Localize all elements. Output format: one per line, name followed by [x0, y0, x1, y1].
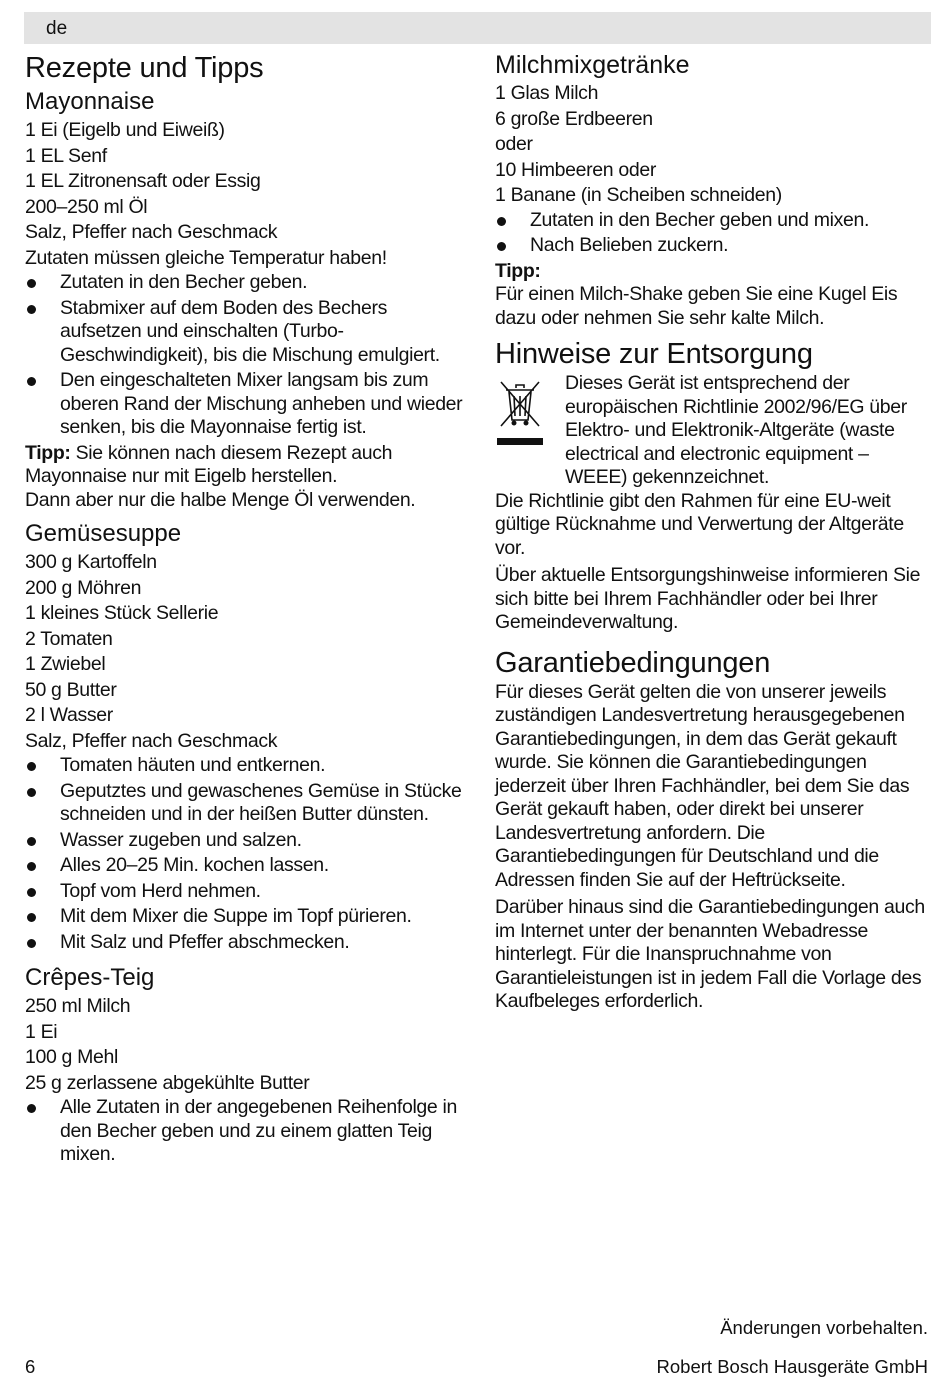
ingredient-line: 250 ml Milch — [25, 995, 131, 1017]
ingredient-line: 1 EL Senf — [25, 144, 107, 167]
ingredient-line: 1 Ei — [25, 1020, 58, 1043]
crepe-heading: Crêpes-Teig — [25, 964, 155, 991]
milkshake-heading: Milchmixgetränke — [495, 51, 690, 79]
language-bar — [24, 12, 931, 44]
list-item: Alles 20–25 Min. kochen lassen. — [25, 854, 473, 878]
milkshake-tip-label — [495, 260, 931, 284]
mayonnaise-tip — [25, 442, 473, 489]
milkshake-ingredients — [495, 81, 931, 209]
warranty-paragraph: Darüber hinaus sind die Garantiebedingungen auch im Internet unter der benannten Webadresse hinterlegt. Für die Inanspruchnahme von Garantieleistungen ist in jedem Fall die Vorlage des Kaufbeleges erforderlich. — [495, 896, 925, 1012]
ingredient-line: 50 g Butter — [25, 678, 117, 701]
right-column — [495, 49, 931, 1014]
list-item: Alle Zutaten in der angegebenen Reihenfolge in den Becher geben und zu einem glatten Teig mixen. — [25, 1096, 473, 1167]
tip-text: Sie können nach diesem Rezept auch Mayonnaise nur mit Eigelb herstellen. — [25, 441, 393, 487]
milkshake-tip-text: Für einen Milch-Shake geben Sie eine Kugel Eis dazu oder nehmen Sie sehr kalte Milch. — [495, 283, 898, 329]
ingredient-line: 25 g zerlassene abgekühlte Butter — [25, 1071, 310, 1094]
soup-heading: Gemüsesuppe — [25, 520, 182, 547]
ingredient-line: 1 Banane (in Scheiben schneiden) — [495, 184, 782, 206]
list-item: Mit Salz und Pfeffer abschmecken. — [25, 931, 473, 955]
ingredient-line: 200 g Möhren — [25, 576, 142, 599]
list-item: Tomaten häuten und entkernen. — [25, 754, 473, 778]
weee-notice — [495, 372, 931, 490]
list-item: Zutaten in den Becher geben. — [25, 271, 473, 295]
list-item: Wasser zugeben und salzen. — [25, 829, 473, 853]
ingredient-line: 1 Zwiebel — [25, 653, 106, 675]
ingredient-line: Salz, Pfeffer nach Geschmack — [25, 729, 278, 752]
crossed-bin-icon — [495, 376, 545, 448]
company-name: Robert Bosch Hausgeräte GmbH — [656, 1356, 928, 1377]
tip-label: Tipp: — [25, 441, 71, 464]
mayonnaise-ingredients — [25, 118, 473, 271]
list-item: Nach Belieben zuckern. — [495, 234, 931, 258]
crepe-ingredients — [25, 994, 473, 1096]
tip-label: Tipp: — [495, 259, 541, 282]
ingredient-line: 1 Ei (Eigelb und Eiweiß) — [25, 119, 225, 141]
ingredient-line: 1 EL Zitronensaft oder Essig — [25, 170, 261, 192]
list-item: Zutaten in den Becher geben und mixen. — [495, 209, 931, 233]
list-item: Geputztes und gewaschenes Gemüse in Stücke schneiden und in der heißen Butter dünsten. — [25, 780, 473, 827]
ingredient-line: 300 g Kartoffeln — [25, 551, 157, 573]
disposal-paragraph: Über aktuelle Entsorgungshinweise informieren Sie sich bitte bei Ihrem Fachhändler oder bei Ihrer Gemeindeverwaltung. — [495, 564, 921, 633]
list-item: Topf vom Herd nehmen. — [25, 880, 473, 904]
crepe-steps — [25, 1096, 473, 1167]
ingredient-line: 100 g Mehl — [25, 1046, 118, 1068]
ingredient-line: 2 Tomaten — [25, 627, 113, 650]
ingredient-line: 10 Himbeeren oder — [495, 158, 656, 181]
mayonnaise-heading: Mayonnaise — [25, 88, 155, 115]
warranty-heading: Garantiebedingungen — [495, 646, 771, 679]
disposal-heading: Hinweise zur Entsorgung — [495, 338, 813, 370]
warranty-paragraph: Für dieses Gerät gelten die von unserer jeweils zuständigen Landesvertretung herausgegebenen Garantiebedingungen, in dem das Gerät gekauft wurde. Sie können die Garantiebedingungen jederzeit über Ihren Fachhändler, bei dem Sie das Gerät gekauft haben, oder direkt bei unserer Landesvertretung anfordern. Die Garantiebedingungen für Deutschland und die Adressen finden Sie auf der Heftrückseite. — [495, 680, 910, 891]
soup-steps — [25, 754, 473, 954]
list-item: Stabmixer auf dem Boden des Bechers aufsetzen und einschalten (Turbo-Geschwindigkeit), bis die Mischung emulgiert. — [25, 297, 473, 368]
ingredient-line: 1 kleines Stück Sellerie — [25, 602, 219, 624]
page-title: Rezepte und Tipps — [25, 52, 264, 84]
language-code: de — [46, 18, 68, 39]
ingredient-line: oder — [495, 133, 533, 155]
footer-note: Änderungen vorbehalten. — [720, 1317, 928, 1338]
soup-ingredients — [25, 550, 473, 754]
disposal-paragraph: Die Richtlinie gibt den Rahmen für eine EU-weit gültige Rücknahme und Verwertung der Altgeräte vor. — [495, 489, 904, 559]
mayonnaise-tip-extra: Dann aber nur die halbe Menge Öl verwenden. — [25, 488, 416, 511]
list-item: Den eingeschalteten Mixer langsam bis zum oberen Rand der Mischung anheben und wieder senken, bis die Mayonnaise fertig ist. — [25, 369, 473, 440]
left-column — [25, 50, 473, 1169]
page-number: 6 — [25, 1356, 36, 1377]
weee-text: Dieses Gerät ist entsprechend der europäischen Richtlinie 2002/96/EG über Elektro- und Elektronik-Altgeräte (waste electrical and electronic equipment – WEEE) gekennzeichnet. — [565, 372, 907, 488]
milkshake-steps — [495, 209, 931, 258]
ingredient-line: 1 Glas Milch — [495, 82, 599, 104]
list-item: Mit dem Mixer die Suppe im Topf pürieren. — [25, 905, 473, 929]
ingredient-line: Salz, Pfeffer nach Geschmack — [25, 221, 278, 243]
ingredient-line: 200–250 ml Öl — [25, 195, 148, 218]
ingredient-line: Zutaten müssen gleiche Temperatur haben! — [25, 246, 387, 269]
ingredient-line: 6 große Erdbeeren — [495, 107, 653, 130]
ingredient-line: 2 l Wasser — [25, 704, 113, 726]
mayonnaise-steps — [25, 271, 473, 440]
